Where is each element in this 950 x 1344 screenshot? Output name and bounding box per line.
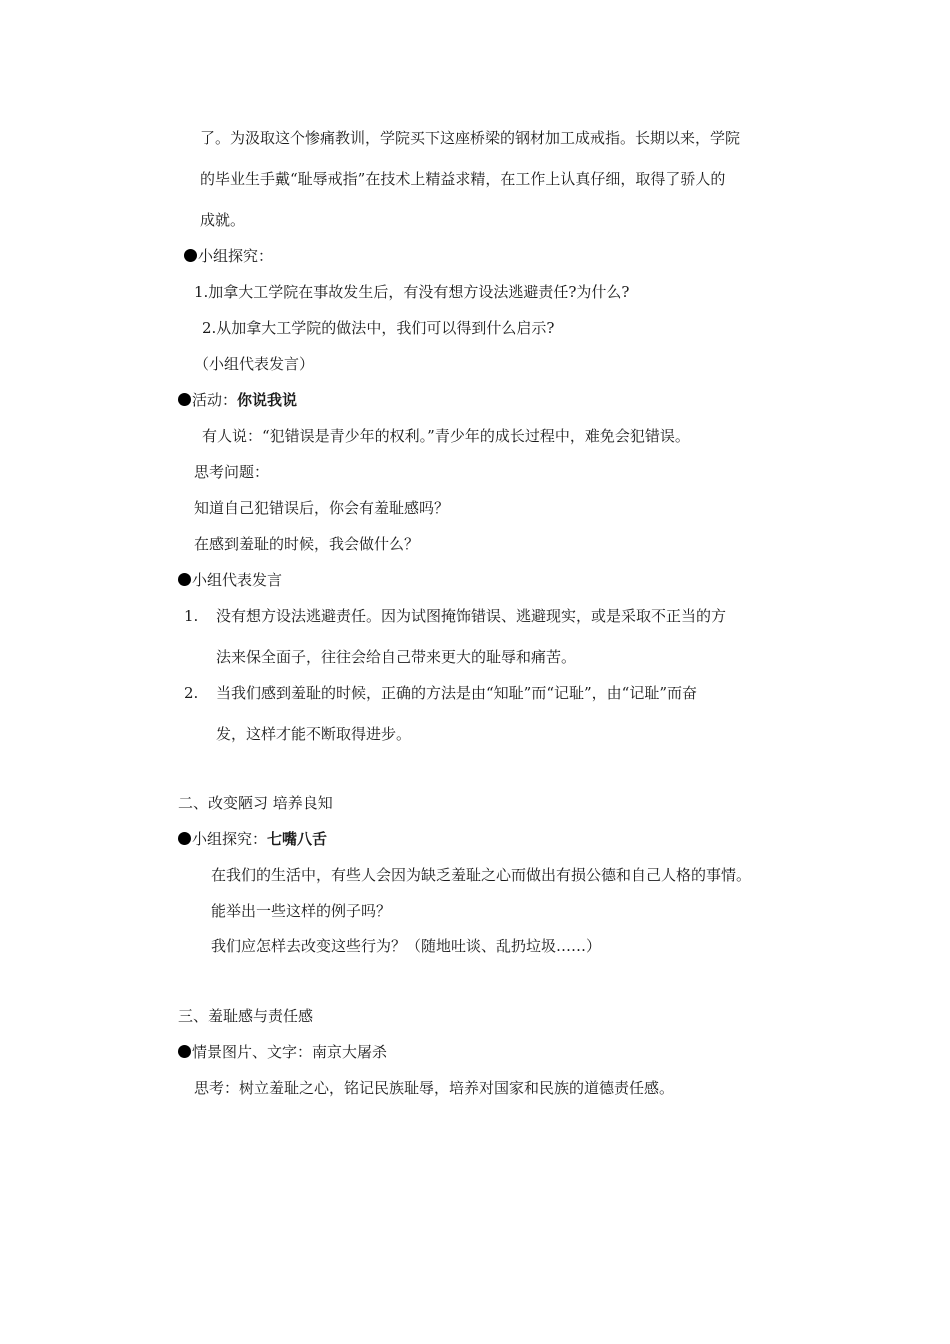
- bullet-icon: [184, 249, 197, 262]
- intro-line-1: 了。为汲取这个惨痛教训，学院买下这座桥梁的钢材加工成戒指。长期以来，学院: [200, 129, 741, 147]
- section-2-paragraph-3: 我们应怎样去改变这些行为？（随地吐谈、乱扔垃圾……）: [211, 937, 602, 955]
- bullet-icon: [178, 393, 191, 406]
- section-3-title: 三、羞耻感与责任感: [178, 1007, 314, 1025]
- speaker-note: （小组代表发言）: [194, 355, 315, 373]
- think-question-1: 知道自己犯错误后，你会有羞耻感吗？: [194, 499, 450, 517]
- heading-text: 小组探究：: [198, 247, 274, 265]
- item-2-line-1: 当我们感到羞耻的时候，正确的方法是由“知耻”而“记耻”，由“记耻”而奋: [216, 684, 698, 702]
- item-1-line-2: 法来保全面子，往往会给自己带来更大的耻辱和痛苦。: [216, 648, 577, 666]
- intro-line-3: 成就。: [200, 211, 246, 229]
- section-3-scene: [178, 1042, 387, 1062]
- section-3-think: 思考：树立羞耻之心，铭记民族耻辱，培养对国家和民族的道德责任感。: [194, 1079, 675, 1097]
- section-2-paragraph-1: 在我们的生活中，有些人会因为缺乏羞耻之心而做出有损公德和自己人格的事情。: [211, 866, 752, 884]
- item-1-line-1: 没有想方设法逃避责任。因为试图掩饰错误、逃避现实，或是采取不正当的方: [216, 607, 727, 625]
- section-2-paragraph-2: 能举出一些这样的例子吗？: [211, 902, 392, 920]
- activity-title: 你说我说: [237, 391, 298, 409]
- question-2: 2.从加拿大工学院的做法中，我们可以得到什么启示?: [202, 319, 555, 337]
- think-label: 思考问题：: [194, 463, 270, 481]
- representative-heading: [178, 570, 282, 590]
- group-inquiry-heading: [184, 246, 273, 266]
- item-2-line-2: 发，这样才能不断取得进步。: [216, 725, 412, 743]
- section-2-title: 二、改变陋习 培养良知: [178, 794, 333, 812]
- bullet-icon: [178, 573, 191, 586]
- activity-prefix: 活动：: [192, 391, 238, 409]
- activity-quote: 有人说：“犯错误是青少年的权利。”青少年的成长过程中，难免会犯错误。: [202, 427, 690, 445]
- item-1-number: 1.: [184, 607, 199, 625]
- heading-text: 小组代表发言: [192, 571, 283, 589]
- think-question-2: 在感到羞耻的时候，我会做什么？: [194, 535, 420, 553]
- inquiry-prefix: 小组探究：: [192, 830, 268, 848]
- inquiry-title: 七嘴八舌: [267, 830, 328, 848]
- activity-heading: [178, 390, 297, 410]
- bullet-icon: [178, 832, 191, 845]
- scene-text: 情景图片、文字：南京大屠杀: [192, 1043, 388, 1061]
- intro-line-2: 的毕业生手戴“耻辱戒指”在技术上精益求精，在工作上认真仔细，取得了骄人的: [200, 170, 726, 188]
- item-2-number: 2.: [184, 684, 199, 702]
- section-2-inquiry-heading: [178, 829, 327, 849]
- bullet-icon: [178, 1045, 191, 1058]
- question-1: 1.加拿大工学院在事故发生后，有没有想方设法逃避责任?为什么?: [194, 283, 630, 301]
